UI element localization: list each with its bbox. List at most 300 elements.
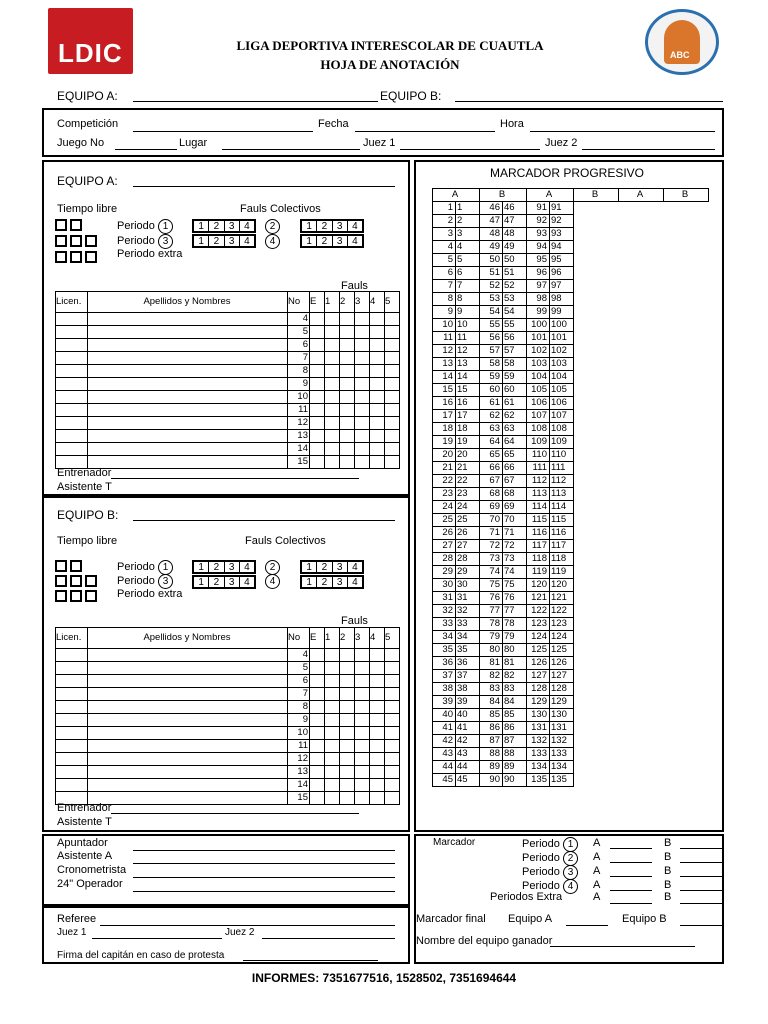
roster-input-cell[interactable]	[385, 313, 400, 326]
team-b-asistente: Asistente T	[57, 816, 112, 828]
roster-input-cell[interactable]	[310, 339, 325, 352]
roster-input-cell[interactable]	[370, 753, 385, 766]
roster-input-cell[interactable]	[385, 701, 400, 714]
roster-input-cell[interactable]	[355, 378, 370, 391]
score-cell-b: 59	[503, 371, 527, 384]
running-score-table	[432, 188, 709, 787]
roster-input-cell[interactable]	[355, 701, 370, 714]
timeout-box[interactable]	[55, 590, 67, 602]
roster-input-cell[interactable]	[56, 675, 88, 688]
roster-input-cell[interactable]	[355, 365, 370, 378]
timeout-box[interactable]	[85, 590, 97, 602]
ganador-field[interactable]	[550, 946, 695, 947]
roster-input-cell[interactable]	[325, 456, 340, 469]
running-score-row	[433, 475, 709, 488]
roster-input-cell[interactable]	[56, 688, 88, 701]
team-b-periodo-label: Periodo 3	[117, 574, 173, 589]
roster-input-cell[interactable]	[370, 649, 385, 662]
roster-input-cell[interactable]	[88, 391, 288, 404]
roster-input-cell[interactable]	[385, 456, 400, 469]
lugar-label: Lugar	[179, 137, 208, 149]
score-cell-a: 95	[527, 254, 550, 267]
roster-input-cell[interactable]	[370, 417, 385, 430]
roster-input-cell[interactable]	[355, 649, 370, 662]
roster-input-cell[interactable]	[88, 766, 288, 779]
lugar-field[interactable]	[222, 149, 360, 150]
roster-input-cell[interactable]	[370, 766, 385, 779]
roster-input-cell[interactable]	[310, 701, 325, 714]
competicion-field[interactable]	[133, 131, 313, 132]
score-cell-a: 12	[433, 345, 456, 358]
roster-input-cell[interactable]	[88, 688, 288, 701]
roster-input-cell[interactable]	[325, 443, 340, 456]
roster-input-cell[interactable]	[340, 443, 355, 456]
roster-input-cell[interactable]	[355, 443, 370, 456]
roster-input-cell[interactable]	[310, 766, 325, 779]
roster-input-cell[interactable]	[310, 378, 325, 391]
roster-input-cell[interactable]	[325, 365, 340, 378]
fecha-field[interactable]	[355, 131, 495, 132]
roster-input-cell[interactable]	[385, 753, 400, 766]
roster-input-cell[interactable]	[340, 727, 355, 740]
roster-input-cell[interactable]	[370, 792, 385, 805]
score-cell-a: 74	[480, 566, 503, 579]
score-cell-b: 111	[550, 462, 574, 475]
roster-input-cell[interactable]	[325, 675, 340, 688]
asistente-a-field[interactable]	[133, 863, 395, 864]
roster-input-cell[interactable]	[56, 753, 88, 766]
roster-input-cell[interactable]	[355, 779, 370, 792]
roster-input-cell[interactable]	[340, 313, 355, 326]
running-score-row	[433, 761, 709, 774]
roster-input-cell[interactable]	[88, 404, 288, 417]
period-b-field[interactable]	[680, 862, 722, 863]
roster-input-cell[interactable]	[325, 378, 340, 391]
roster-input-cell[interactable]	[340, 649, 355, 662]
timeout-box[interactable]	[70, 590, 82, 602]
roster-input-cell[interactable]	[340, 792, 355, 805]
team-b-entrenador-field[interactable]	[111, 813, 359, 814]
score-cell-b: 37	[456, 670, 480, 683]
roster-input-cell[interactable]	[88, 727, 288, 740]
roster-input-cell[interactable]	[385, 404, 400, 417]
period-a-field[interactable]	[610, 890, 652, 891]
roster-input-cell[interactable]	[56, 391, 88, 404]
referee-field[interactable]	[100, 925, 395, 926]
extra-a-field[interactable]	[610, 903, 652, 904]
running-score-col-header: B	[480, 189, 527, 202]
roster-input-cell[interactable]	[340, 753, 355, 766]
player-number-cell: 12	[288, 753, 310, 766]
final-equipo-b-field[interactable]	[680, 925, 722, 926]
roster-input-cell[interactable]	[88, 326, 288, 339]
roster-input-cell[interactable]	[88, 714, 288, 727]
roster-input-cell[interactable]	[88, 339, 288, 352]
roster-input-cell[interactable]	[310, 649, 325, 662]
roster-input-cell[interactable]	[355, 391, 370, 404]
team-b-entrenador: Entrenador	[57, 802, 112, 814]
timeout-box[interactable]	[70, 219, 82, 231]
score-cell-a: 38	[433, 683, 456, 696]
roster-input-cell[interactable]	[355, 766, 370, 779]
roster-input-cell[interactable]	[370, 675, 385, 688]
roster-input-cell[interactable]	[355, 727, 370, 740]
roster-header-cell: 2	[340, 628, 355, 649]
team-a-name-field[interactable]	[133, 186, 395, 187]
roster-input-cell[interactable]	[88, 792, 288, 805]
roster-input-cell[interactable]	[355, 456, 370, 469]
roster-input-cell[interactable]	[325, 313, 340, 326]
score-cell-b: 91	[550, 202, 574, 215]
roster-input-cell[interactable]	[385, 779, 400, 792]
roster-input-cell[interactable]	[340, 714, 355, 727]
score-cell-a: 101	[527, 332, 550, 345]
roster-input-cell[interactable]	[310, 662, 325, 675]
roster-input-cell[interactable]	[56, 779, 88, 792]
score-cell-a: 2	[433, 215, 456, 228]
roster-input-cell[interactable]	[310, 313, 325, 326]
roster-input-cell[interactable]	[340, 456, 355, 469]
roster-input-cell[interactable]	[88, 378, 288, 391]
roster-input-cell[interactable]	[385, 378, 400, 391]
score-cell-b: 133	[550, 748, 574, 761]
juez1-field[interactable]	[400, 149, 540, 150]
roster-input-cell[interactable]	[325, 417, 340, 430]
roster-input-cell[interactable]	[325, 701, 340, 714]
roster-input-cell[interactable]	[310, 326, 325, 339]
roster-input-cell[interactable]	[370, 779, 385, 792]
roster-input-cell[interactable]	[88, 365, 288, 378]
team-a-entrenador-field[interactable]	[111, 478, 359, 479]
roster-input-cell[interactable]	[325, 391, 340, 404]
roster-input-cell[interactable]	[325, 792, 340, 805]
period-a-field[interactable]	[610, 876, 652, 877]
roster-input-cell[interactable]	[370, 740, 385, 753]
score-cell-a: 103	[527, 358, 550, 371]
roster-input-cell[interactable]	[325, 714, 340, 727]
roster-input-cell[interactable]	[340, 662, 355, 675]
roster-input-cell[interactable]	[340, 391, 355, 404]
team-fouls-quarter-box[interactable]: 1 2 3 4	[300, 219, 364, 233]
period-a-field[interactable]	[610, 848, 652, 849]
roster-input-cell[interactable]	[310, 365, 325, 378]
juego-no-field[interactable]	[115, 149, 177, 150]
roster-input-cell[interactable]	[355, 675, 370, 688]
roster-input-cell[interactable]	[355, 792, 370, 805]
timeout-box[interactable]	[55, 235, 67, 247]
roster-input-cell[interactable]	[56, 443, 88, 456]
roster-input-cell[interactable]	[385, 339, 400, 352]
period-1-marker: 1	[158, 560, 173, 575]
roster-row	[56, 417, 400, 430]
roster-input-cell[interactable]	[355, 339, 370, 352]
roster-input-cell[interactable]	[325, 326, 340, 339]
score-cell-b: 13	[456, 358, 480, 371]
score-cell-a: 7	[433, 280, 456, 293]
roster-input-cell[interactable]	[310, 417, 325, 430]
roster-input-cell[interactable]	[88, 701, 288, 714]
roster-input-cell[interactable]	[385, 352, 400, 365]
roster-input-cell[interactable]	[325, 766, 340, 779]
operador-field[interactable]	[133, 891, 395, 892]
team-fouls-quarter-box[interactable]: 1 2 3 4	[192, 234, 256, 248]
roster-input-cell[interactable]	[355, 714, 370, 727]
roster-input-cell[interactable]	[385, 417, 400, 430]
roster-input-cell[interactable]	[56, 313, 88, 326]
roster-input-cell[interactable]	[88, 740, 288, 753]
timeout-box[interactable]	[85, 235, 97, 247]
roster-input-cell[interactable]	[88, 753, 288, 766]
roster-input-cell[interactable]	[310, 352, 325, 365]
score-cell-b: 134	[550, 761, 574, 774]
team-fouls-quarter-box[interactable]: 1 2 3 4	[192, 219, 256, 233]
player-number-cell: 12	[288, 417, 310, 430]
roster-input-cell[interactable]	[340, 417, 355, 430]
juez1-field[interactable]	[92, 938, 222, 939]
roster-input-cell[interactable]	[340, 766, 355, 779]
roster-input-cell[interactable]	[310, 727, 325, 740]
period-b-field[interactable]	[680, 876, 722, 877]
roster-input-cell[interactable]	[325, 688, 340, 701]
hora-field[interactable]	[530, 131, 715, 132]
roster-input-cell[interactable]	[88, 417, 288, 430]
timeout-box[interactable]	[70, 575, 82, 587]
team-fouls-quarter-box[interactable]: 1 2 3 4	[300, 234, 364, 248]
roster-input-cell[interactable]	[355, 404, 370, 417]
roster-input-cell[interactable]	[310, 391, 325, 404]
period-a-label: A	[593, 879, 601, 891]
roster-input-cell[interactable]	[340, 339, 355, 352]
timeout-box[interactable]	[55, 575, 67, 587]
period-a-field[interactable]	[610, 862, 652, 863]
juez2-field[interactable]	[262, 938, 395, 939]
roster-input-cell[interactable]	[385, 727, 400, 740]
roster-input-cell[interactable]	[370, 443, 385, 456]
timeout-box[interactable]	[85, 251, 97, 263]
roster-input-cell[interactable]	[325, 727, 340, 740]
roster-input-cell[interactable]	[370, 456, 385, 469]
roster-input-cell[interactable]	[370, 404, 385, 417]
roster-input-cell[interactable]	[355, 313, 370, 326]
score-cell-a: 73	[480, 553, 503, 566]
roster-input-cell[interactable]	[340, 688, 355, 701]
roster-input-cell[interactable]	[325, 740, 340, 753]
roster-input-cell[interactable]	[355, 662, 370, 675]
roster-input-cell[interactable]	[370, 662, 385, 675]
roster-header-cell: 2	[340, 292, 355, 313]
roster-header-cell: 4	[370, 628, 385, 649]
roster-input-cell[interactable]	[56, 365, 88, 378]
team-fouls-quarter-box[interactable]: 1 2 3 4	[300, 575, 364, 589]
roster-input-cell[interactable]	[385, 675, 400, 688]
equipo-a-header-field[interactable]	[133, 101, 378, 102]
roster-input-cell[interactable]	[88, 675, 288, 688]
roster-input-cell[interactable]	[340, 404, 355, 417]
roster-input-cell[interactable]	[385, 430, 400, 443]
score-cell-a: 113	[527, 488, 550, 501]
roster-input-cell[interactable]	[355, 417, 370, 430]
team-fouls-quarter-box[interactable]: 1 2 3 4	[192, 575, 256, 589]
roster-input-cell[interactable]	[88, 456, 288, 469]
roster-input-cell[interactable]	[355, 688, 370, 701]
roster-input-cell[interactable]	[370, 326, 385, 339]
score-cell-b: 119	[550, 566, 574, 579]
roster-input-cell[interactable]	[370, 714, 385, 727]
roster-input-cell[interactable]	[56, 417, 88, 430]
timeout-box[interactable]	[70, 251, 82, 263]
score-cell-a: 42	[433, 735, 456, 748]
roster-input-cell[interactable]	[340, 430, 355, 443]
roster-input-cell[interactable]	[370, 352, 385, 365]
roster-input-cell[interactable]	[385, 766, 400, 779]
score-cell-a: 4	[433, 241, 456, 254]
running-score-row	[433, 384, 709, 397]
team-b-name-field[interactable]	[133, 520, 395, 521]
player-number-cell: 14	[288, 443, 310, 456]
period-b-field[interactable]	[680, 890, 722, 891]
roster-input-cell[interactable]	[310, 688, 325, 701]
roster-input-cell[interactable]	[325, 753, 340, 766]
roster-input-cell[interactable]	[370, 313, 385, 326]
roster-input-cell[interactable]	[56, 649, 88, 662]
roster-input-cell[interactable]	[385, 365, 400, 378]
equipo-b-header-field[interactable]	[455, 101, 723, 102]
roster-input-cell[interactable]	[56, 352, 88, 365]
score-cell-b: 61	[503, 397, 527, 410]
roster-input-cell[interactable]	[340, 352, 355, 365]
roster-input-cell[interactable]	[56, 378, 88, 391]
apuntador-field[interactable]	[133, 850, 395, 851]
running-score-row	[433, 670, 709, 683]
score-cell-b: 27	[456, 540, 480, 553]
score-cell-a: 119	[527, 566, 550, 579]
roster-input-cell[interactable]	[56, 430, 88, 443]
roster-input-cell[interactable]	[88, 443, 288, 456]
roster-input-cell[interactable]	[340, 326, 355, 339]
roster-input-cell[interactable]	[56, 727, 88, 740]
roster-input-cell[interactable]	[310, 456, 325, 469]
cronometrista-field[interactable]	[133, 877, 395, 878]
roster-input-cell[interactable]	[325, 339, 340, 352]
score-cell-a: 80	[480, 644, 503, 657]
roster-input-cell[interactable]	[370, 430, 385, 443]
roster-input-cell[interactable]	[385, 714, 400, 727]
roster-input-cell[interactable]	[310, 740, 325, 753]
roster-input-cell[interactable]	[88, 313, 288, 326]
score-cell-b: 63	[503, 423, 527, 436]
roster-input-cell[interactable]	[385, 326, 400, 339]
roster-input-cell[interactable]	[385, 443, 400, 456]
score-cell-b: 112	[550, 475, 574, 488]
roster-input-cell[interactable]	[56, 740, 88, 753]
score-cell-a: 84	[480, 696, 503, 709]
roster-input-cell[interactable]	[88, 430, 288, 443]
timeout-box[interactable]	[55, 219, 67, 231]
timeout-box[interactable]	[55, 251, 67, 263]
roster-input-cell[interactable]	[370, 727, 385, 740]
roster-input-cell[interactable]	[310, 404, 325, 417]
roster-input-cell[interactable]	[370, 688, 385, 701]
firma-field[interactable]	[243, 960, 378, 961]
roster-input-cell[interactable]	[385, 792, 400, 805]
timeout-box[interactable]	[70, 560, 82, 572]
roster-input-cell[interactable]	[370, 701, 385, 714]
roster-input-cell[interactable]	[340, 378, 355, 391]
roster-row	[56, 430, 400, 443]
roster-input-cell[interactable]	[325, 404, 340, 417]
roster-input-cell[interactable]	[56, 714, 88, 727]
score-cell-a: 110	[527, 449, 550, 462]
roster-input-cell[interactable]	[370, 391, 385, 404]
timeout-box[interactable]	[55, 560, 67, 572]
roster-input-cell[interactable]	[355, 352, 370, 365]
team-fouls-quarter-box[interactable]: 1 2 3 4	[300, 560, 364, 574]
roster-input-cell[interactable]	[385, 649, 400, 662]
roster-input-cell[interactable]	[325, 352, 340, 365]
score-cell-b: 32	[456, 605, 480, 618]
roster-input-cell[interactable]	[385, 688, 400, 701]
extra-b-field[interactable]	[680, 903, 722, 904]
roster-input-cell[interactable]	[370, 365, 385, 378]
roster-input-cell[interactable]	[370, 339, 385, 352]
roster-input-cell[interactable]	[310, 792, 325, 805]
roster-input-cell[interactable]	[310, 753, 325, 766]
roster-input-cell[interactable]	[340, 365, 355, 378]
roster-input-cell[interactable]	[385, 740, 400, 753]
roster-input-cell[interactable]	[56, 662, 88, 675]
roster-input-cell[interactable]	[56, 404, 88, 417]
roster-input-cell[interactable]	[56, 339, 88, 352]
roster-input-cell[interactable]	[88, 352, 288, 365]
roster-input-cell[interactable]	[370, 378, 385, 391]
roster-input-cell[interactable]	[56, 701, 88, 714]
roster-input-cell[interactable]	[88, 662, 288, 675]
timeout-box[interactable]	[85, 575, 97, 587]
roster-input-cell[interactable]	[340, 701, 355, 714]
juez2-field[interactable]	[582, 149, 715, 150]
roster-input-cell[interactable]	[325, 662, 340, 675]
roster-input-cell[interactable]	[355, 753, 370, 766]
roster-input-cell[interactable]	[310, 714, 325, 727]
timeout-box[interactable]	[70, 235, 82, 247]
roster-input-cell[interactable]	[325, 779, 340, 792]
team-fouls-quarter-box[interactable]: 1 2 3 4	[192, 560, 256, 574]
player-number-cell: 15	[288, 792, 310, 805]
roster-input-cell[interactable]	[310, 443, 325, 456]
roster-input-cell[interactable]	[310, 675, 325, 688]
roster-input-cell[interactable]	[325, 430, 340, 443]
roster-input-cell[interactable]	[88, 649, 288, 662]
period-b-field[interactable]	[680, 848, 722, 849]
roster-input-cell[interactable]	[56, 766, 88, 779]
roster-input-cell[interactable]	[355, 430, 370, 443]
roster-input-cell[interactable]	[310, 779, 325, 792]
roster-input-cell[interactable]	[88, 779, 288, 792]
score-cell-a: 41	[433, 722, 456, 735]
roster-input-cell[interactable]	[340, 779, 355, 792]
roster-input-cell[interactable]	[340, 740, 355, 753]
roster-input-cell[interactable]	[355, 326, 370, 339]
roster-input-cell[interactable]	[340, 675, 355, 688]
period-4-marker: 4	[265, 234, 280, 249]
roster-input-cell[interactable]	[385, 391, 400, 404]
roster-input-cell[interactable]	[56, 326, 88, 339]
final-equipo-a-field[interactable]	[566, 925, 608, 926]
roster-input-cell[interactable]	[355, 740, 370, 753]
roster-input-cell[interactable]	[310, 430, 325, 443]
roster-input-cell[interactable]	[385, 662, 400, 675]
roster-input-cell[interactable]	[325, 649, 340, 662]
